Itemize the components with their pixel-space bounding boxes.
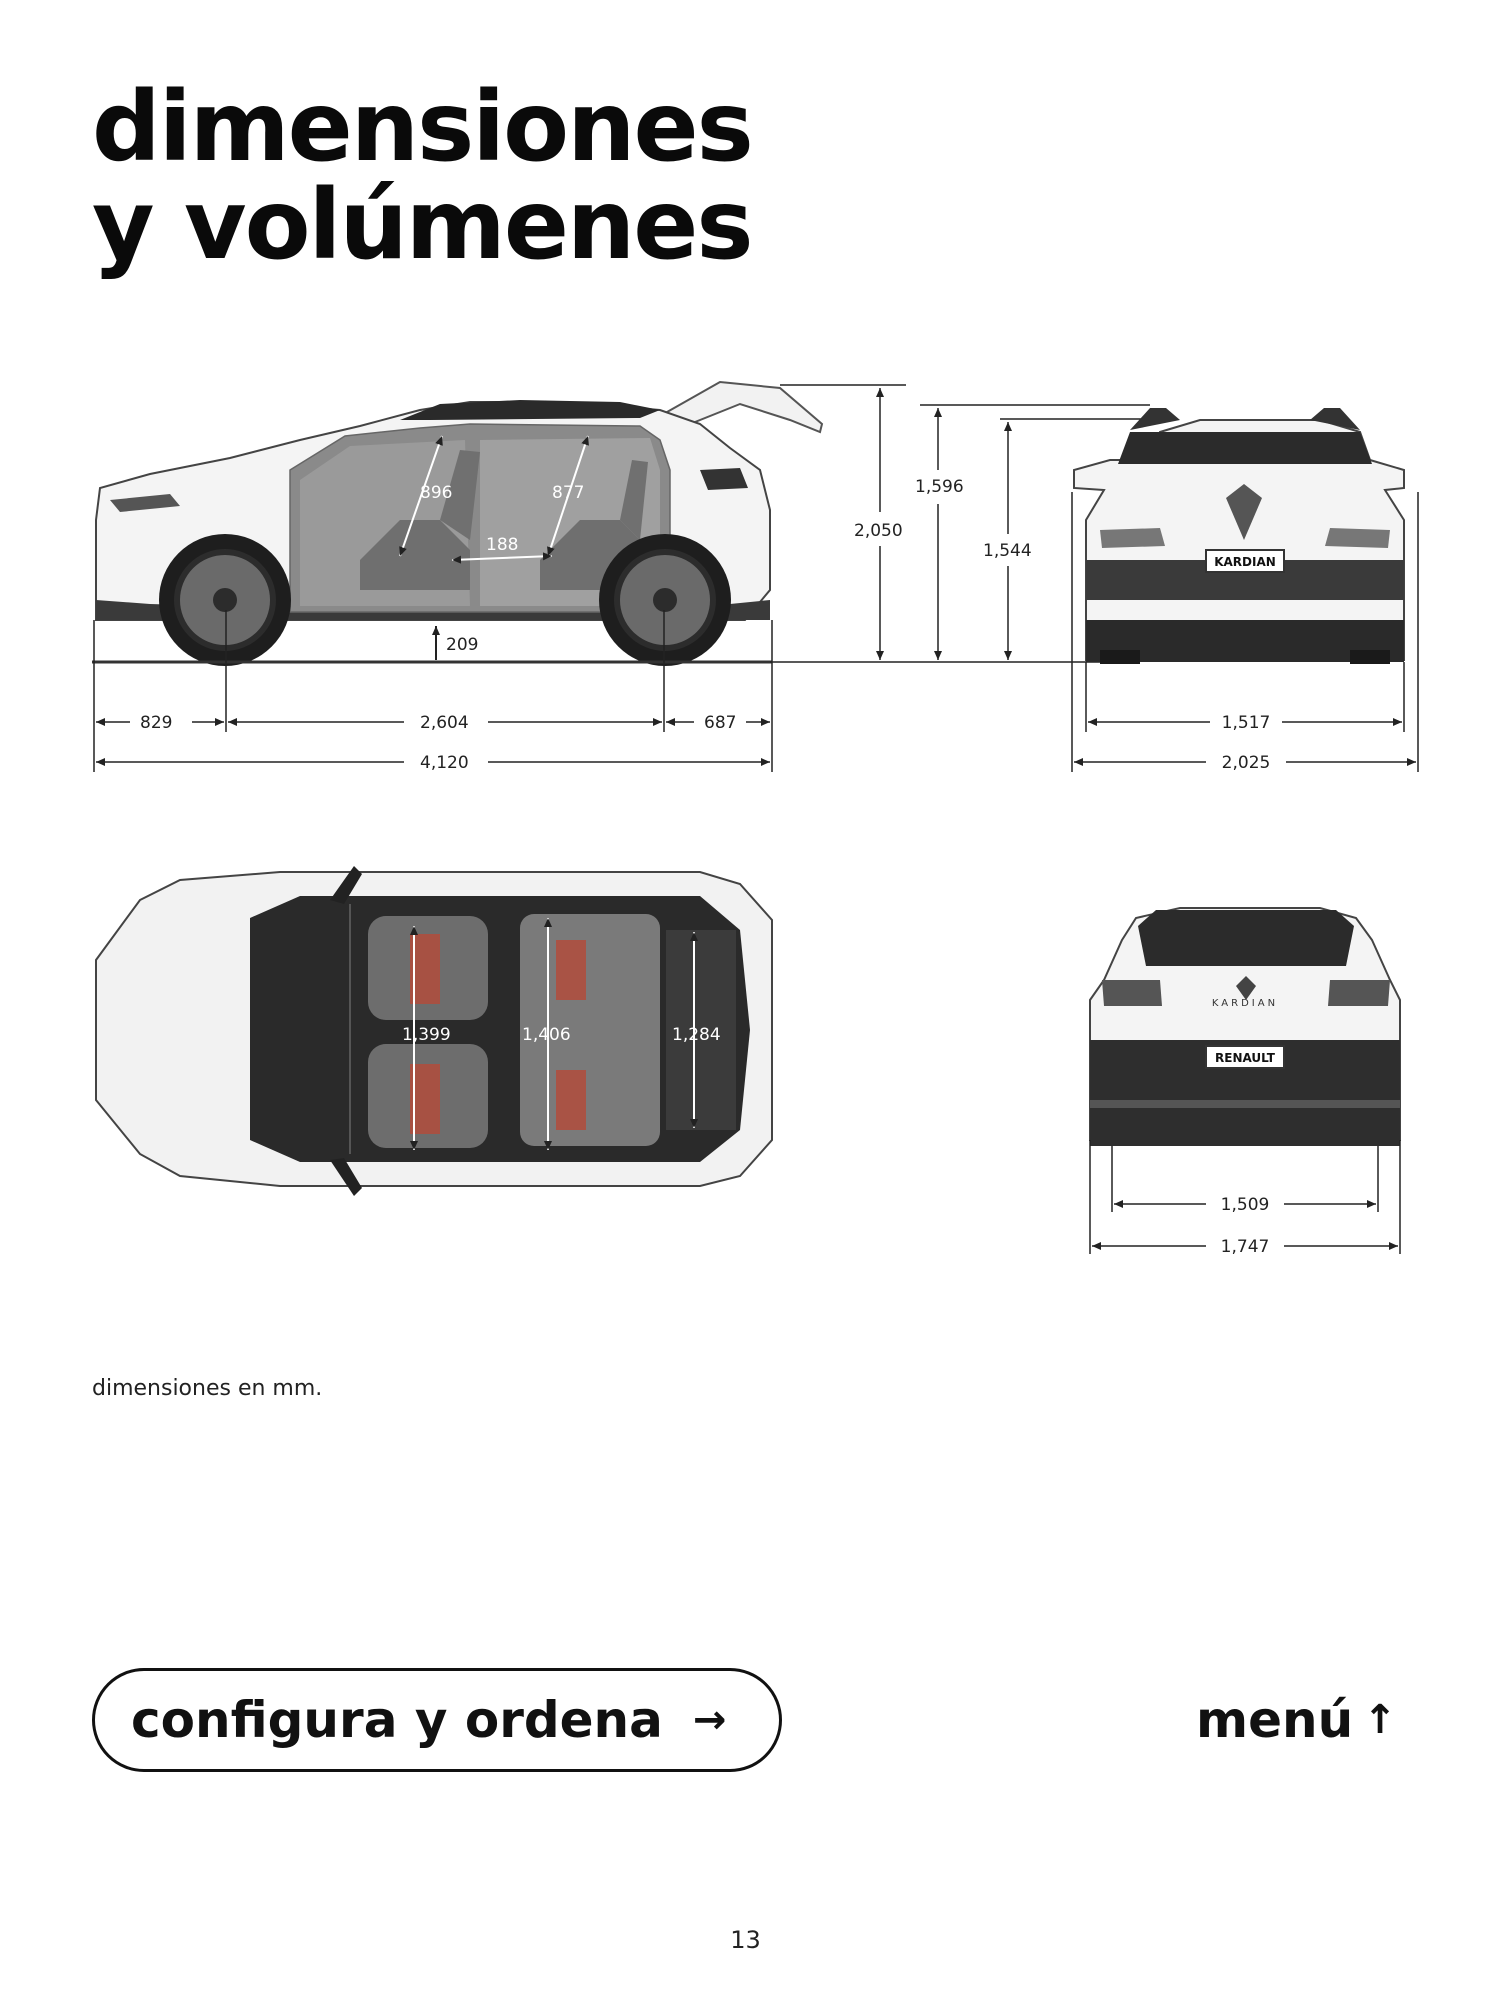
- width-mirrors-label: 2,025: [1221, 753, 1271, 773]
- track-rear-label: 1,509: [1220, 1195, 1270, 1215]
- trunk-width-label: 1,284: [672, 1025, 721, 1045]
- rear-overhang-label: 687: [704, 713, 737, 733]
- arrow-up-icon: ↑: [1363, 1697, 1397, 1743]
- elbow-front-label: 1,399: [402, 1025, 451, 1045]
- headroom-rear-label: 877: [552, 483, 585, 503]
- height-roof-bars-label: 1,596: [915, 477, 964, 497]
- page-number: 13: [730, 1926, 761, 1954]
- rear-model-script: KARDIAN: [1211, 998, 1279, 1009]
- front-view-car: [1074, 408, 1404, 664]
- front-badge: KARDIAN: [1214, 555, 1276, 569]
- rear-view-car: [1090, 908, 1400, 1146]
- units-note: dimensiones en mm.: [92, 1376, 323, 1401]
- headroom-front-label: 896: [420, 483, 453, 503]
- configure-order-label: configura y ordena: [131, 1691, 663, 1749]
- page-title-line-2: y volúmenes: [92, 169, 752, 281]
- page-title: [92, 71, 752, 281]
- menu-label: menú: [1196, 1691, 1354, 1749]
- length-label: 4,120: [420, 753, 469, 773]
- side-view-car: [92, 382, 822, 666]
- ground-clearance-label: 209: [446, 635, 479, 655]
- height-label: 1,544: [983, 541, 1032, 561]
- track-front-label: 1,517: [1221, 713, 1271, 733]
- wheelbase-label: 2,604: [420, 713, 469, 733]
- arrow-right-icon: →: [692, 1697, 727, 1743]
- menu-link[interactable]: [1196, 1688, 1397, 1752]
- legroom-rear-label: 188: [486, 535, 519, 555]
- page-title-line-1: dimensiones: [92, 71, 752, 183]
- rear-badge: RENAULT: [1215, 1051, 1275, 1065]
- configure-order-button[interactable]: [92, 1668, 782, 1772]
- width-label: 1,747: [1220, 1237, 1270, 1257]
- front-overhang-label: 829: [140, 713, 173, 733]
- vehicle-dimensions-drawing: [0, 360, 1491, 1260]
- elbow-rear-label: 1,406: [522, 1025, 571, 1045]
- height-tailgate-open-label: 2,050: [854, 521, 903, 541]
